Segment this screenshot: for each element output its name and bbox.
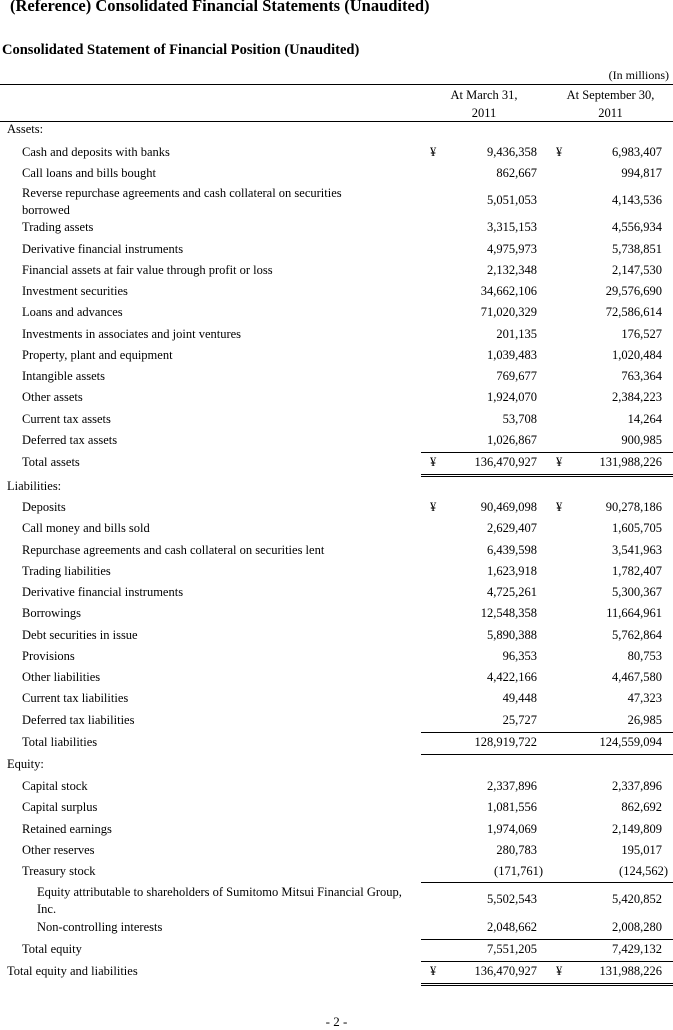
value-september: 994,817	[621, 166, 662, 180]
value-september: 2,008,280	[612, 920, 662, 934]
value-march: 9,436,358	[487, 145, 537, 159]
grand-total-rule-1	[421, 983, 673, 984]
total-rule-2	[421, 476, 673, 477]
section-label: Assets:	[7, 122, 44, 136]
value-september: (124,562)	[619, 864, 668, 878]
row-label: Derivative financial instruments	[22, 242, 184, 256]
value-march: 128,919,722	[474, 735, 537, 749]
value-september: 4,467,580	[612, 670, 662, 684]
value-march: (171,761)	[494, 864, 543, 878]
value-september: 7,429,132	[612, 942, 662, 956]
value-march: 5,502,543	[487, 892, 537, 906]
subtotal-rule	[421, 882, 673, 883]
subtotal-rule	[421, 939, 673, 940]
row-label: Investment securities	[22, 284, 128, 298]
yen-symbol: ¥	[556, 500, 563, 514]
value-march: 1,974,069	[487, 822, 537, 836]
value-march: 1,081,556	[487, 800, 537, 814]
value-september: 72,586,614	[605, 305, 662, 319]
row-label: Derivative financial instruments	[22, 585, 184, 599]
value-march: 1,039,483	[487, 348, 537, 362]
row-label: Deposits	[22, 500, 66, 514]
subtotal-rule	[421, 452, 673, 453]
value-september: 2,337,896	[612, 779, 662, 793]
row-label: Property, plant and equipment	[22, 348, 173, 362]
row-label: Financial assets at fair value through profit or loss	[22, 263, 273, 277]
subtotal-rule	[421, 732, 673, 733]
total-rule-1	[421, 474, 673, 475]
value-september: 80,753	[627, 649, 662, 663]
value-september: 131,988,226	[599, 964, 662, 978]
value-september: 29,576,690	[605, 284, 662, 298]
value-september: 2,149,809	[612, 822, 662, 836]
value-march: 280,783	[496, 843, 537, 857]
row-label: Total equity	[22, 942, 82, 956]
value-september: 26,985	[627, 713, 662, 727]
row-label: Total liabilities	[22, 735, 98, 749]
value-september: 14,264	[627, 412, 662, 426]
value-september: 1,020,484	[612, 348, 662, 362]
value-march: 7,551,205	[487, 942, 537, 956]
row-label: Other reserves	[22, 843, 95, 857]
value-september: 1,605,705	[612, 521, 662, 535]
value-march: 96,353	[502, 649, 537, 663]
value-september: 5,420,852	[612, 892, 662, 906]
column-header-september-line2: 2011	[598, 106, 623, 120]
row-label: Capital surplus	[22, 800, 98, 814]
value-september: 4,143,536	[612, 193, 662, 207]
value-september: 2,147,530	[612, 263, 662, 277]
value-september: 124,559,094	[599, 735, 662, 749]
unit-note: (In millions)	[608, 68, 669, 82]
value-march: 6,439,598	[487, 543, 537, 557]
row-label: Total equity and liabilities	[7, 964, 138, 978]
row-label: Retained earnings	[22, 822, 112, 836]
header-top-rule	[0, 84, 673, 85]
value-march: 4,975,973	[487, 242, 537, 256]
row-label: Call money and bills sold	[22, 521, 150, 535]
value-september: 5,762,864	[612, 628, 662, 642]
row-label: Treasury stock	[22, 864, 96, 878]
value-september: 11,664,961	[606, 606, 662, 620]
table-row	[0, 185, 673, 221]
value-september: 5,738,851	[612, 242, 662, 256]
value-march: 5,051,053	[487, 193, 537, 207]
value-september: 131,988,226	[599, 455, 662, 469]
value-march: 136,470,927	[474, 455, 537, 469]
value-march: 2,132,348	[487, 263, 537, 277]
value-september: 763,364	[621, 369, 662, 383]
row-label: Trading liabilities	[22, 564, 111, 578]
column-header-september-line1: At September 30,	[566, 88, 655, 102]
row-label: Investments in associates and joint ventures	[22, 327, 242, 341]
row-label	[22, 185, 392, 219]
value-march: 90,469,098	[480, 500, 537, 514]
value-march: 5,890,388	[487, 628, 537, 642]
yen-symbol: ¥	[430, 500, 437, 514]
row-label: Capital stock	[22, 779, 88, 793]
value-march: 862,667	[496, 166, 537, 180]
value-march: 1,623,918	[487, 564, 537, 578]
value-march: 2,337,896	[487, 779, 537, 793]
row-label-text: Equity attributable to shareholders of Sumitomo Mitsui Financial Group, Inc.	[37, 885, 402, 916]
table-row	[0, 884, 673, 920]
value-march: 34,662,106	[480, 284, 537, 298]
section-label: Liabilities:	[7, 479, 62, 493]
value-september: 862,692	[621, 800, 662, 814]
value-march: 4,725,261	[487, 585, 537, 599]
document-title: (Reference) Consolidated Financial Statements (Unaudited)	[10, 0, 430, 15]
value-march: 2,629,407	[487, 521, 537, 535]
value-march: 136,470,927	[474, 964, 537, 978]
total-rule	[421, 754, 673, 755]
yen-symbol: ¥	[556, 964, 563, 978]
value-september: 47,323	[627, 691, 662, 705]
value-september: 4,556,934	[612, 220, 662, 234]
value-september: 176,527	[621, 327, 662, 341]
row-label: Provisions	[22, 649, 75, 663]
value-september: 195,017	[621, 843, 662, 857]
statement-title: Consolidated Statement of Financial Position (Unaudited)	[2, 42, 360, 58]
row-label-text: Reverse repurchase agreements and cash collateral on securities borrowed	[22, 186, 342, 217]
value-september: 5,300,367	[612, 585, 662, 599]
row-label: Current tax liabilities	[22, 691, 129, 705]
value-march: 1,026,867	[487, 433, 537, 447]
row-label: Trading assets	[22, 220, 94, 234]
page-number: - 2 -	[325, 1014, 348, 1029]
grand-total-rule-2	[421, 985, 673, 986]
row-label: Total assets	[22, 455, 80, 469]
total-rule	[421, 961, 673, 962]
value-march: 769,677	[496, 369, 537, 383]
row-label: Deferred tax assets	[22, 433, 118, 447]
value-september: 90,278,186	[605, 500, 662, 514]
value-march: 3,315,153	[487, 220, 537, 234]
row-label	[37, 884, 409, 918]
row-label: Borrowings	[22, 606, 82, 620]
column-header-march	[420, 86, 548, 122]
row-label: Intangible assets	[22, 369, 105, 383]
column-header-september	[548, 86, 673, 122]
value-march: 49,448	[502, 691, 537, 705]
row-label: Repurchase agreements and cash collateral on securities lent	[22, 543, 325, 557]
yen-symbol: ¥	[556, 455, 563, 469]
value-march: 201,135	[496, 327, 537, 341]
header-bottom-rule	[0, 121, 673, 122]
section-label: Equity:	[7, 757, 44, 771]
yen-symbol: ¥	[430, 455, 437, 469]
row-label: Cash and deposits with banks	[22, 145, 170, 159]
row-label: Other assets	[22, 390, 83, 404]
yen-symbol: ¥	[430, 145, 437, 159]
column-header-march-line2: 2011	[471, 106, 497, 120]
yen-symbol: ¥	[430, 964, 437, 978]
yen-symbol: ¥	[556, 145, 563, 159]
column-header-march-line1: At March 31,	[450, 88, 518, 102]
value-march: 53,708	[502, 412, 537, 426]
value-march: 25,727	[502, 713, 537, 727]
row-label: Debt securities in issue	[22, 628, 138, 642]
value-september: 2,384,223	[612, 390, 662, 404]
value-march: 1,924,070	[487, 390, 537, 404]
row-label: Deferred tax liabilities	[22, 713, 135, 727]
value-march: 71,020,329	[480, 305, 537, 319]
value-march: 4,422,166	[487, 670, 537, 684]
row-label: Loans and advances	[22, 305, 123, 319]
value-september: 3,541,963	[612, 543, 662, 557]
value-march: 2,048,662	[487, 920, 537, 934]
row-label: Other liabilities	[22, 670, 101, 684]
value-march: 12,548,358	[480, 606, 537, 620]
value-september: 6,983,407	[612, 145, 662, 159]
value-september: 900,985	[621, 433, 662, 447]
row-label: Call loans and bills bought	[22, 166, 157, 180]
row-label: Current tax assets	[22, 412, 111, 426]
row-label: Non-controlling interests	[37, 920, 163, 934]
value-september: 1,782,407	[612, 564, 662, 578]
